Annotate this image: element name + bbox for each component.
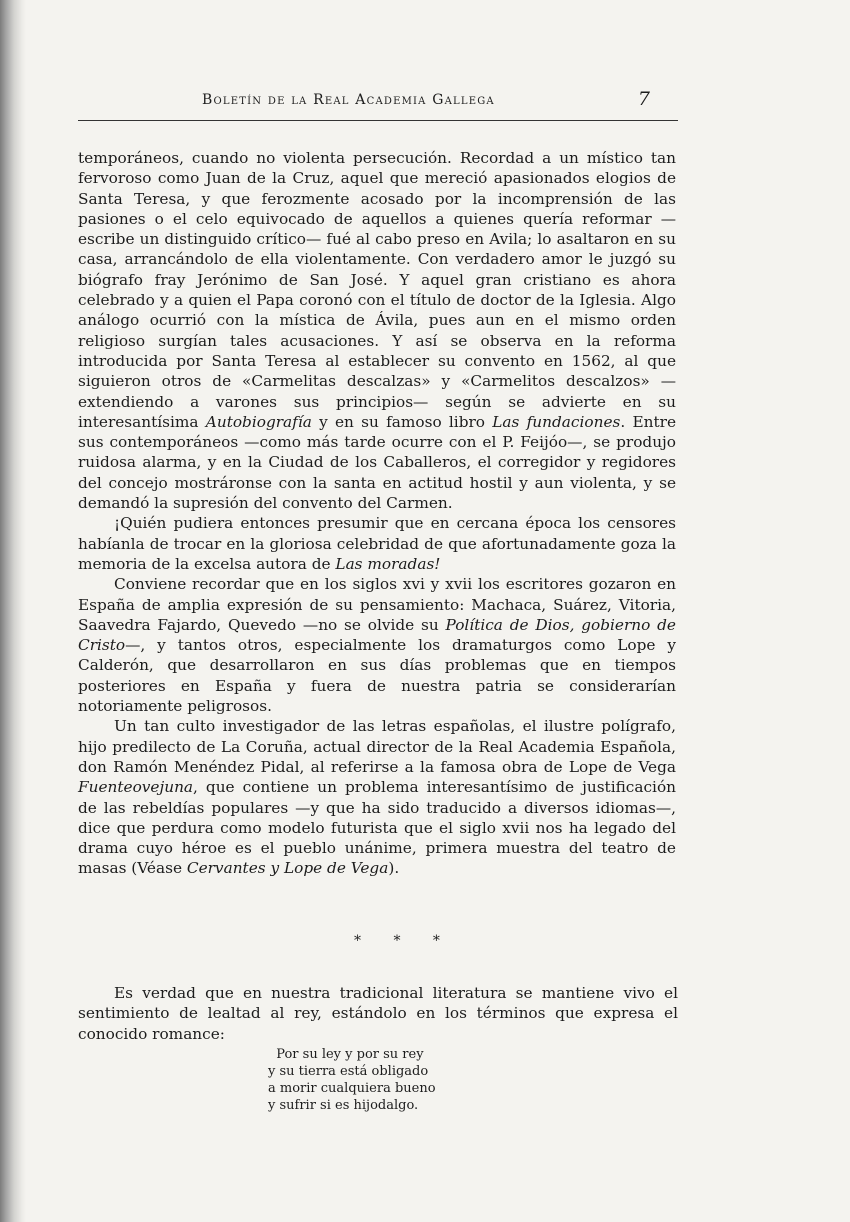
page-header [78,90,678,116]
paragraph-3: Conviene recordar que en los siglos xvi y xvii los escritores gozaron en España de amplia expresión de su pensamiento: Machaca, Suárez, Vitoria, Saavedra Fajardo, Quevedo —no se olvide su Política de Dios, gobierno de Cristo—, y tantos otros, especialmente los dramaturgos como Lope y Calderón, que desarrollaron en sus días problemas que en tiempos posteriores en España y fuera de nuestra patria se considerarían notoriamente peligrosos. [78,575,676,716]
header-rule [78,120,678,121]
paragraph-1: temporáneos, cuando no violenta persecución. Recordad a un místico tan fervoroso como Juan de la Cruz, aquel que mereció apasionados elogios de Santa Teresa, y que ferozmente acosado por la incomprensión de las pasiones o el celo equivocado de aquellos a quienes quería reformar —escribe un distinguido crítico— fué al cabo preso en Avila; lo asaltaron en su casa, arrancándolo de ella violentamente. Con verdadero amor le juzgó su biógrafo fray Jerónimo de San José. Y aquel gran cristiano es ahora celebrado y a quien el Papa coronó con el título de doctor de la Iglesia. Algo análogo ocurrió con la mística de Ávila, pues aun en el mismo orden religioso surgían tales acusaciones. Y así se observa en la reforma introducida por Santa Teresa al establecer su convento en 1562, al que siguieron otros de «Carmelitas descalzas» y «Carmelitos descalzos» —extendiendo a varones sus principios— según se advierte en su interesantísima Autobiografía y en su famoso libro Las fundaciones. Entre sus contemporáneos —como más tarde ocurre con el P. Feijóo—, se produjo ruidosa alarma, y en la Ciudad de los Caballeros, el corregidor y regidores del concejo mostráronse con la santa en actitud hostil y aun violenta, y se demandó la supresión del convento del Carmen. [78,149,677,513]
italic-fuenteovejuna: Fuenteovejuna [78,778,194,797]
verse-line: Por su ley y por su rey [268,1047,424,1062]
verse-line: a morir cualquiera bueno [268,1081,436,1096]
section-separator: * * * [354,933,454,949]
main-text-continued [78,983,678,1044]
page-number: 7 [637,88,650,110]
italic-las-moradas: Las moradas! [335,554,441,573]
main-text [78,148,676,879]
paragraph-4: Un tan culto investigador de las letras españolas, el ilustre polígrafo, hijo predilecto de La Coruña, actual director de la Real Academia Española, don Ramón Menéndez Pidal, al referirse a la famosa obra de Lope de Vega Fuenteovejuna, que contiene un problema interesantísimo de justificación de las rebeldías populares —y que ha sido traducido a diversos idiomas—, dice que perdura como modelo futurista que el siglo xvii nos ha legado del drama cuyo héroe es el pueblo unánime, primera muestra del teatro de masas (Véase Cervantes y Lope de Vega). [78,717,676,878]
paragraph-2: ¡Quién pudiera entonces presumir que en cercana época los censores habíanla de trocar en la gloriosa celebridad de que afortunadamente goza la memoria de la excelsa autora de Las moradas! [78,514,676,573]
verse-quote [268,1046,436,1114]
running-title: Boletín de la Real Academia Gallega [202,92,495,108]
italic-las-fundaciones: Las fundaciones [492,412,621,431]
italic-cervantes-y-lope: Cervantes y Lope de Vega [186,859,389,878]
book-spine-edge [0,0,26,1222]
verse-line: y su tierra está obligado [268,1064,429,1079]
italic-autobiografia: Autobiografía [205,412,312,431]
italic-politica-de-dios: Política de Dios, gobierno de Cristo [78,615,676,655]
paragraph-5: Es verdad que en nuestra tradicional literatura se mantiene vivo el sentimiento de lealtad al rey, estándolo en los términos que expresa el conocido romance: [78,984,678,1043]
verse-line: y sufrir si es hijodalgo. [268,1098,419,1113]
